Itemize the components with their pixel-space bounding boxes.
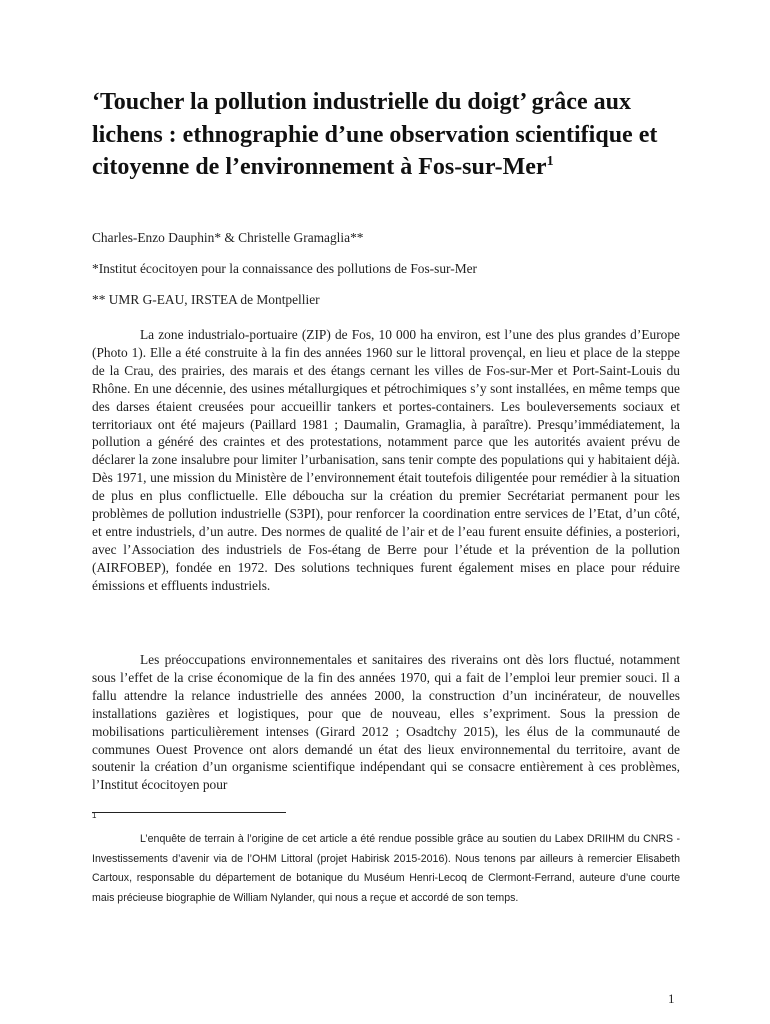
footnote-number: 1 <box>92 811 97 820</box>
affiliation-2: ** UMR G-EAU, IRSTEA de Montpellier <box>92 292 320 307</box>
page-number: 1 <box>668 991 675 1006</box>
footnote-separator <box>92 812 286 813</box>
body-paragraph-1: La zone industrialo-portuaire (ZIP) de Fos, 10 000 ha environ, est l’une des plus grandes d’Europe (Photo 1). Elle a été construite à la fin des années 1960 sur le littoral provençal, en lieu et place de la steppe de la Crau, des prairies, des marais et des étangs cernant les villes de Fos-sur-Mer et Port-Saint-Louis du Rhône. En une décennie, des usines métallurgiques et pétrochimiques s’y sont installées, en même temps que des darses étaient creusées pour accueillir tankers et portes-containers. Les bouleversements sociaux et territoriaux ont été majeurs (Paillard 1981 ; Daumalin, Gramaglia, à paraître). Presqu’immédiatement, la pollution a généré des craintes et des protestations, notamment parce que les autorités avaient prévu de déclarer la zone insalubre pour limiter l’urbanisation, sans tenir compte des populations qui y habitaient déjà. Dès 1971, une mission du Ministère de l’environnement était toutefois diligentée pour remédier à la situation de plus en plus conflictuelle. Elle déboucha sur la création du premier Secrétariat permanent pour les problèmes de pollution industrielle (S3PI), pour renforcer la coordination entre services de l’Etat, d’un côté, et entre industriels, d’un autre. Des normes de qualité de l’air et de l’eau furent ensuite définies, a posteriori, avec l’Association des industriels de Fos-étang de Berre pour l’étude et la prévention de la pollution (AIRFOBEP), fondée en 1972. Des solutions techniques furent également mises en place pour réduire émissions et effluents industriels. <box>92 327 680 593</box>
title-text: ‘Toucher la pollution industrielle du doigt’ grâce aux lichens : ethnographie d’une observation scientifique et citoyenne de l’environnement à Fos-sur-Mer <box>92 89 658 180</box>
title-footnote-ref[interactable]: 1 <box>546 154 554 169</box>
body-paragraph-2: Les préoccupations environnementales et sanitaires des riverains ont dès lors fluctué, notamment sous l’effet de la crise économique de la fin des années 1970, qui a fait de l’emploi leur premier souci. Il a fallu attendre la relance industrielle des années 2000, la construction d’un incinérateur, de nouvelles installations gazières et logistiques, pour que de nouveau, elles s’expriment. Sous la pression de mobilisations particulièrement intenses (Girard 2012 ; Osadtchy 2015), les élus de la communauté de communes Ouest Provence ont alors demandé un état des lieux environnemental du territoire, avant de soutenir la création d’un organisme scientifique indépendant qui se consacre entièrement à ces problèmes, l’Institut écocitoyen pour <box>92 652 680 793</box>
affiliation-1: *Institut écocitoyen pour la connaissance des pollutions de Fos-sur-Mer <box>92 261 478 276</box>
footnote-text: L’enquête de terrain à l’origine de cet article a été rendue possible grâce au soutien du Labex DRIIHM du CNRS - Investissements d’avenir via de l’OHM Littoral (projet Habirisk 2015-2016). Nous tenons par ailleurs à remercier Elisabeth Cartoux, responsable du département de botanique du Muséum Henri-Lecoq de Clermont-Ferrand, auteure d’une courte mais précieuse biographie de William Nylander, qui nous a reçue et accordé de son temps. <box>92 833 680 904</box>
document-title <box>92 86 692 184</box>
authors: Charles-Enzo Dauphin* & Christelle Gramaglia** <box>92 230 364 245</box>
